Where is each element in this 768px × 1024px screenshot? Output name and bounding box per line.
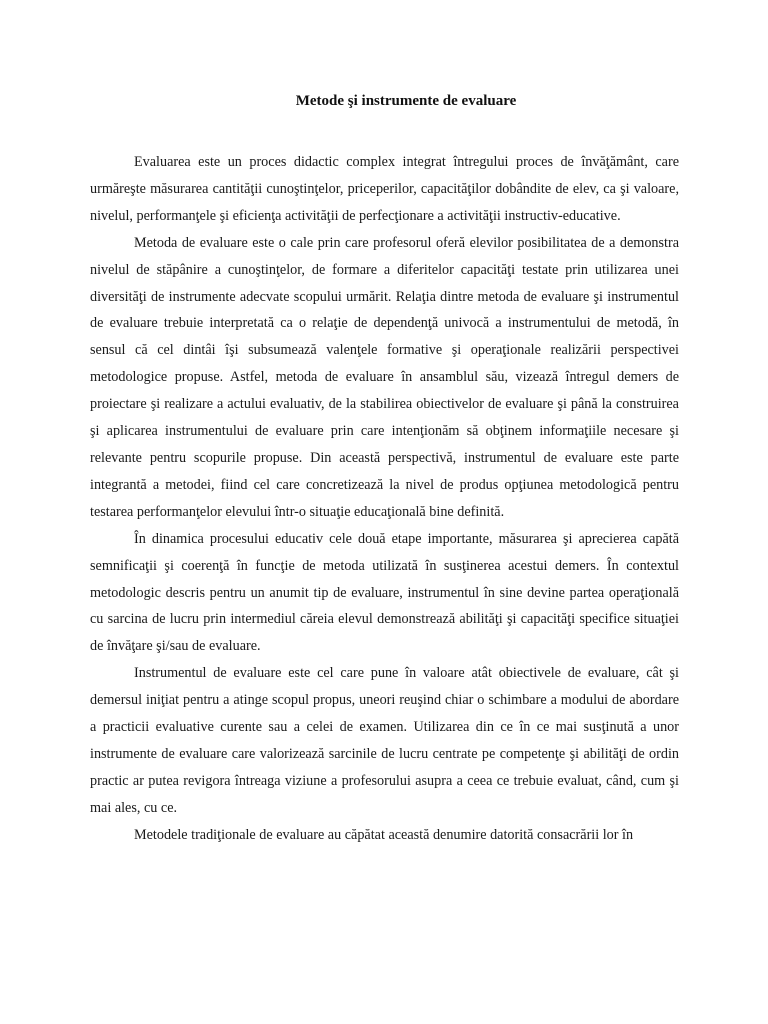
- paragraph-metoda-de-evaluare: Metoda de evaluare este o cale prin care profesorul oferă elevilor posibilitatea de a demonstra nivelul de stăpânire a cunoştinţelor, de formare a diferitelor capacităţi testate prin utilizarea unei diversităţi de instrumente adecvate scopului urmărit. Relaţia dintre metoda de evaluare şi instrumentul de evaluare trebuie interpretată ca o relaţie de dependenţă univocă a instrumentului de metodă, în sensul că cel dintâi îşi subsumează valenţele formative şi operaţionale realizării perspectivei metodologice propuse. Astfel, metoda de evaluare în ansamblul său, vizează întregul demers de proiectare şi realizare a actului evaluativ, de la stabilirea obiectivelor de evaluare şi până la construirea şi aplicarea instrumentului de evaluare prin care intenţionăm să obţinem informaţiile necesare şi relevante pentru scopurile propuse. Din această perspectivă, instrumentul de evaluare este parte integrantă a metodei, fiind cel care concretizează la nivel de produs opţiunea metodologică pentru testarea performanţelor elevului într-o situaţie educaţională bine definită.: [90, 234, 679, 520]
- paragraph-metodele-traditionale: Metodele tradiţionale de evaluare au căpătat această denumire datorită consacrării lor în: [134, 826, 634, 843]
- paragraph-evaluarea: Evaluarea este un proces didactic complex integrat întregului proces de învăţământ, care urmăreşte măsurarea cantităţii cunoştinţelor, priceperilor, capacităţilor dobândite de elev, ca şi valoare, nivelul, performanţele şi eficienţa activităţii de perfecţionare a activităţii instructiv-educative.: [90, 154, 679, 224]
- paragraph-dinamica-procesului: În dinamica procesului educativ cele două etape importante, măsurarea şi aprecierea capătă semnificaţii şi coerenţă în funcţie de metoda utilizată în susţinerea acestui demers. În contextul metodologic descris pentru un anumit tip de evaluare, instrumentul în sine devine partea operaţională cu sarcina de lucru prin intermediul căreia elevul demonstrează abilităţi şi capacităţi specifice situaţiei de învăţare şi/sau de evaluare.: [90, 530, 679, 655]
- document-title: Metode şi instrumente de evaluare: [295, 93, 517, 109]
- paragraph-instrumentul-de-evaluare: Instrumentul de evaluare este cel care pune în valoare atât obiectivele de evaluare, cât şi demersul iniţiat pentru a atinge scopul propus, uneori reuşind chiar o schimbare a modului de abordare a practicii evaluative curente sau a celei de examen. Utilizarea din ce în ce mai susţinută a unor instrumente de evaluare care valorizează sarcinile de lucru centrate pe competenţe şi abilităţi de ordin practic ar putea revigora întreaga viziune a profesorului asupra a ceea ce trebuie evaluat, când, cum şi mai ales, cu ce.: [90, 665, 679, 816]
- document-body: [90, 149, 679, 849]
